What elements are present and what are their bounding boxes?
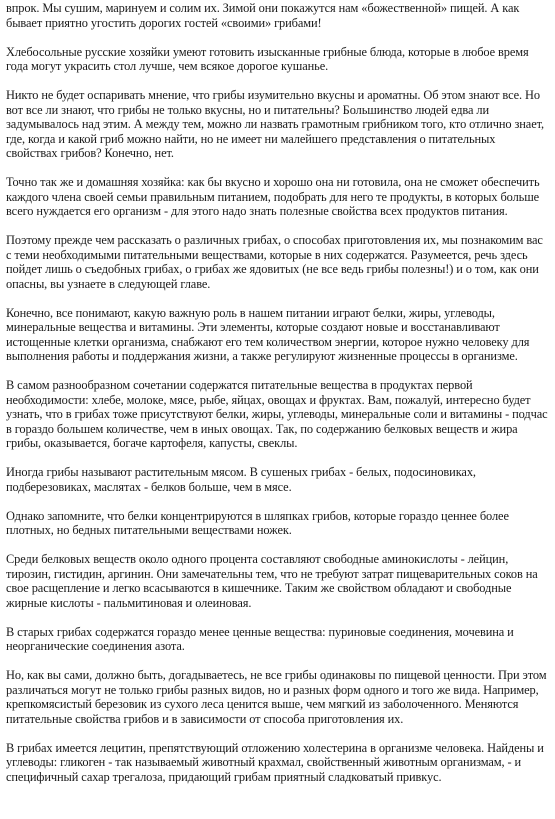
paragraph <box>6 668 552 726</box>
text-line: задумывалось над этим. А между тем, можно ли назвать грамотным грибником того, кто отлично знает, <box>6 117 544 131</box>
text-line: узнать, что в грибах тоже присутствуют белки, жиры, углеводы, минеральные соли и витамины - подчас <box>6 407 548 421</box>
paragraph <box>6 45 552 74</box>
paragraph <box>6 1 552 30</box>
text-line: Никто не будет оспаривать мнение, что грибы изумительно вкусны и ароматны. Об этом знают все. Но <box>6 88 540 102</box>
paragraph <box>6 306 552 364</box>
text-line: истощенные клетки организма, снабжают его тем количеством энергии, которое нужно человеку для <box>6 334 530 349</box>
paragraph <box>6 175 552 219</box>
text-line: года могут украсить стол лучше, чем всякое дорогое кушанье. <box>6 59 329 73</box>
paragraph <box>6 233 552 291</box>
text-line: питательные свойства грибов и в зависимости от способа приготовления их. <box>6 711 404 726</box>
text-line: каждого члена своей семьи правильным питанием, подобрать для него те продукты, в которых больше <box>6 189 540 204</box>
text-line: Точно так же и домашняя хозяйка: как бы вкусно и хорошо она ни готовила, она не сможет обеспечить <box>6 175 540 189</box>
text-line: свое расщепление и легко всасываются в кишечнике. Таким же свойством обладают и свободные <box>6 581 512 595</box>
text-line: Среди белковых веществ около одного процента составляют свободные аминокислоты - лейцин, <box>6 552 509 566</box>
text-line: Конечно, все понимают, какую важную роль в нашем питании играют белки, жиры, углеводы, <box>6 305 495 320</box>
text-line: тирозин, гистидин, аргинин. Они замечательны тем, что не требуют затрат пищеварительных соков на <box>6 566 538 581</box>
text-line: подберезовиках, маслятах - белков больше, чем в мясе. <box>6 479 292 494</box>
text-line: с теми необходимыми питательными веществами, которые в них содержатся. Разумеется, речь здесь <box>6 247 528 262</box>
text-line: минеральные вещества и витамины. Эти элементы, которые создают новые и восстанавливают <box>6 320 500 334</box>
text-line: плотных, но бедных питательными веществами ножек. <box>6 523 292 537</box>
text-line: Но, как вы сами, должно быть, догадываетесь, не все грибы одинаковы по пищевой ценности. При этом <box>6 668 547 682</box>
text-line: Хлебосольные русские хозяйки умеют готовить изысканные грибные блюда, которые в любое время <box>6 44 529 59</box>
paragraph <box>6 552 552 610</box>
text-line: выполнения работы и поддержания жизни, а также регулируют жизненные процессы в организме. <box>6 349 518 363</box>
paragraph <box>6 378 552 451</box>
text-line: Иногда грибы называют растительным мясом. В сушеных грибах - белых, подосиновиках, <box>6 465 476 479</box>
text-line: необходимости: хлебе, молоке, мясе, рыбе, яйцах, овощах и фруктах. Вам, пожалуй, интересно будет <box>6 392 531 407</box>
text-line: жирные кислоты - пальмитиновая и олеиновая. <box>6 595 252 610</box>
text-line: впрок. Мы сушим, маринуем и солим их. Зимой они покажутся нам «божественной» пищей. А как <box>6 1 520 15</box>
text-line: В старых грибах содержатся гораздо менее ценные вещества: пуриновые соединения, мочевина и <box>6 624 514 639</box>
text-line: неорганические соединения азота. <box>6 639 185 653</box>
text-line: углеводы: гликоген - так называемый животный крахмал, свойственный животным организмам, - и <box>6 755 522 769</box>
paragraph <box>6 465 552 494</box>
paragraph <box>6 625 552 654</box>
text-line: В самом разнообразном сочетании содержатся питательные вещества в продуктах первой <box>6 378 473 392</box>
text-line: свойствах грибов? Конечно, нет. <box>6 146 174 160</box>
text-line: специфичный сахар трегалоза, придающий грибам приятный сладковатый привкус. <box>6 769 442 784</box>
text-line: крепкомясистый березовик из сухого леса ценится выше, чем мягкий из заболоченного. Меняются <box>6 697 519 711</box>
text-line: Поэтому прежде чем рассказать о различных грибах, о способах приготовления их, мы познакомим вас <box>6 233 543 247</box>
text-line: бывает приятно угостить дорогих гостей «своими» грибами! <box>6 15 322 30</box>
document-body <box>6 1 552 799</box>
paragraph <box>6 741 552 785</box>
paragraph <box>6 88 552 161</box>
text-line: пойдет лишь о съедобных грибах, о грибах же ядовитых (не все ведь грибы полезны!) и о том, как они <box>6 262 539 276</box>
text-line: опасны, вы узнаете в следующей главе. <box>6 276 211 291</box>
text-line: всего нуждается его организм - для этого надо знать полезные свойства всех продуктов питания. <box>6 204 508 218</box>
text-line: грибы, оказывается, богаче картофеля, капусты, свеклы. <box>6 436 298 450</box>
text-line: в гораздо большем количестве, чем в иных овощах. Так, по содержанию белковых веществ и жира <box>6 421 518 436</box>
text-line: вот все ли знают, что грибы не только вкусны, но и питательны? Большинство людей едва ли <box>6 102 490 117</box>
text-line: где, когда и какой гриб можно найти, но не имеет ни малейшего представления о питательных <box>6 131 496 146</box>
paragraph <box>6 509 552 538</box>
text-line: В грибах имеется лецитин, препятствующий отложению холестерина в организме человека. Найдены и <box>6 740 544 755</box>
text-line: различаться могут не только грибы разных видов, но и разных форм одного и того же вида. Например, <box>6 682 539 697</box>
text-line: Однако запомните, что белки концентрируются в шляпках грибов, которые гораздо ценнее более <box>6 508 509 523</box>
